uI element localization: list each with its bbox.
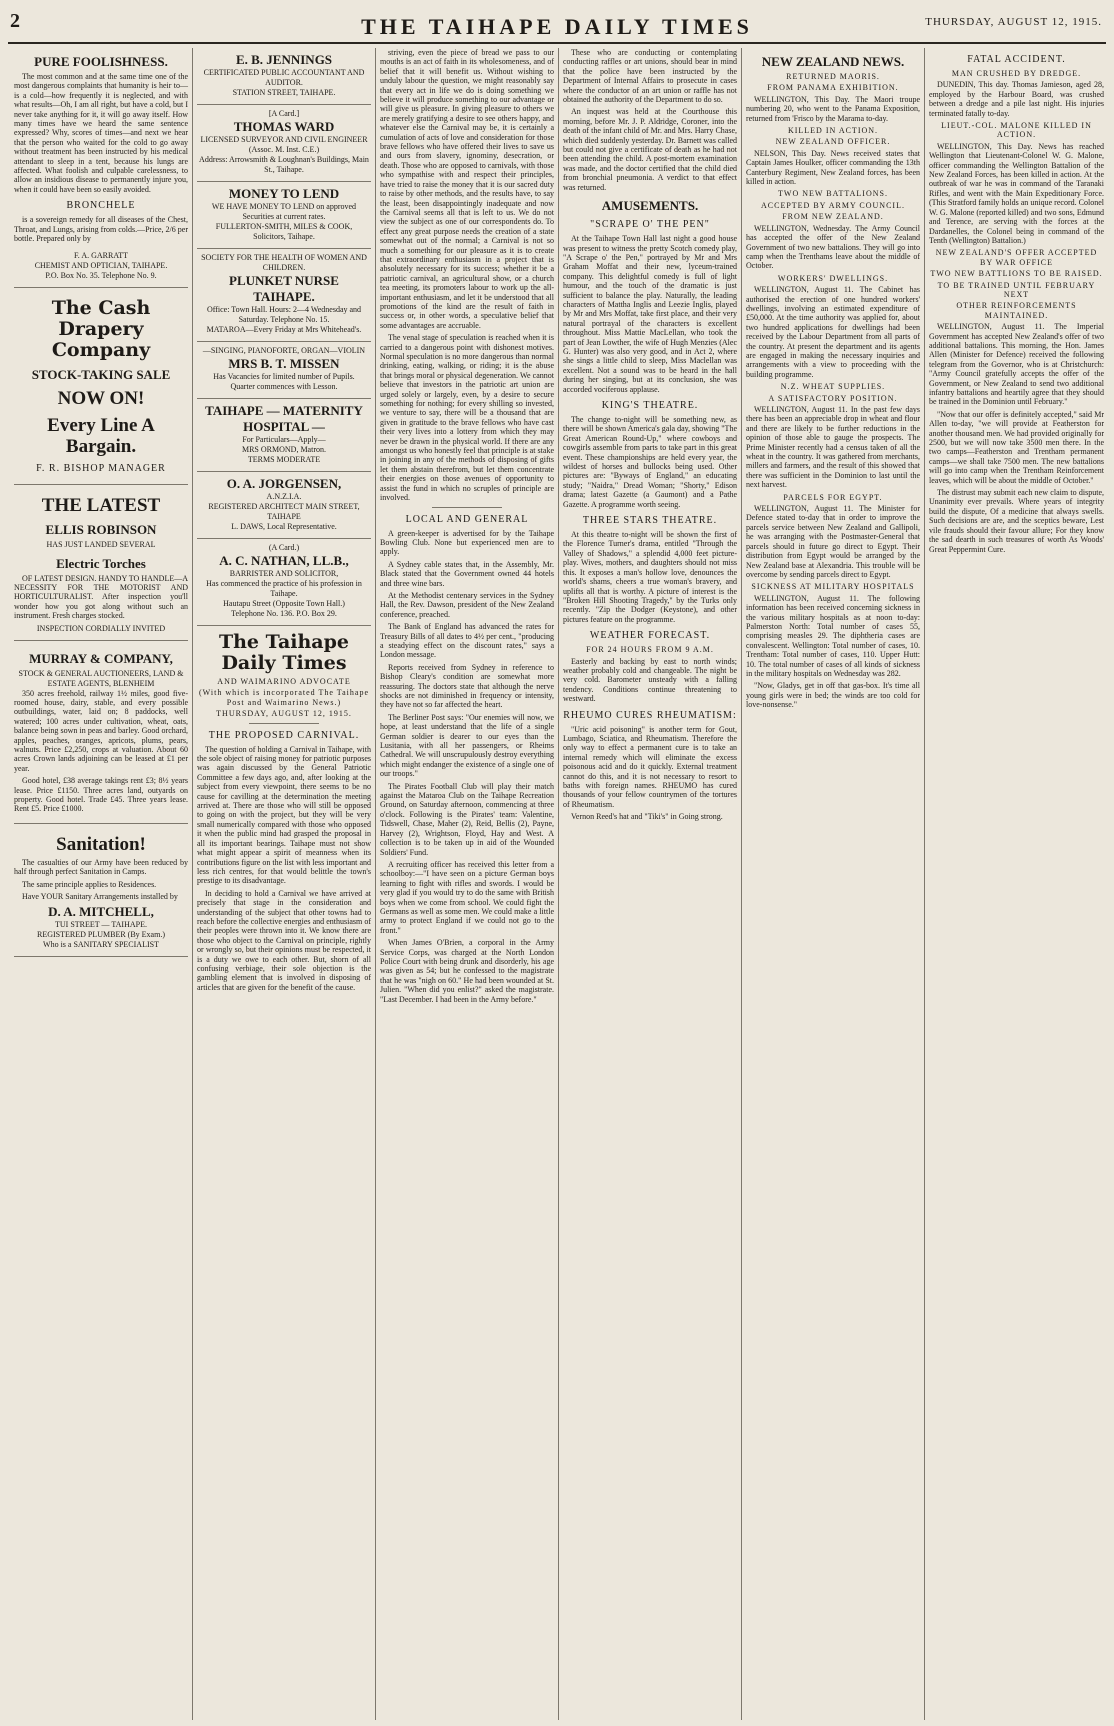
advert-name: O. A. JORGENSEN, [226, 476, 342, 491]
column-6 [925, 48, 1108, 1720]
advert-line: Office: Town Hall. Hours: 2—4 Wednesday and Saturday. Telephone No. 15. [206, 305, 362, 324]
news-item: An inquest was held at the Courthouse this morning, before Mr. J. P. Aldridge, Coroner, into the death of the infant child of Mr. and Mrs. Harry Chase, which died suddenly yesterday. Dr. Barnett was called but could not give a certificate of death as he had not been attending the child. A post-mortem examination was made, and the doctor certified that the child died from bronchial pneumonia. A verdict to that effect was returned. [563, 107, 737, 192]
advert-line: TUI STREET — TAIHAPE. [55, 920, 147, 930]
subhead: N.Z. WHEAT SUPPLIES. [780, 382, 886, 392]
advert-line: REGISTERED ARCHITECT MAIN STREET, TAIHAPE [208, 502, 360, 521]
subhead-weather: FOR 24 HOURS FROM 9 A.M. [586, 645, 714, 655]
advert-line: TERMS MODERATE [247, 455, 321, 464]
subhead: MAN CRUSHED BY DREDGE. [951, 69, 1082, 78]
advert-manager: F. R. BISHOP MANAGER [36, 462, 166, 474]
subhead: ACCEPTED BY ARMY COUNCIL. [761, 200, 905, 210]
advert-name: MRS B. T. MISSEN [228, 356, 340, 371]
issue-date: THURSDAY, AUGUST 12, 1915. [925, 16, 1102, 28]
advert-murray [14, 641, 188, 824]
advert-line: Address: Arrowsmith & Loughnan's Buildings, Main St., Taihape. [199, 155, 369, 174]
advert-line: MATAROA—Every Friday at Mrs Whitehead's. [206, 325, 362, 334]
paper-subtitle: AND WAIMARINO ADVOCATE [217, 677, 351, 686]
advert-paragraph: Have YOUR Sanitary Arrangements installed by [22, 892, 178, 902]
news-item: The Berliner Post says: "Our enemies will now, we hope, at least understand that the life of a single German soldier is dearer to our eyes than the Lusitania, with all her passengers, or Rheims Cathedral. We will unscrupulously destroy everything which might endanger the existence of a single one of our troops." [380, 712, 554, 779]
headline-nz-news: NEW ZEALAND NEWS. [761, 54, 905, 69]
paper-date: THURSDAY, AUGUST 12, 1915. [216, 709, 352, 719]
subhead: OTHER REINFORCEMENTS MAINTAINED. [956, 301, 1077, 320]
headline-local-general: LOCAL AND GENERAL [405, 513, 529, 525]
advert-line: A.N.Z.I.A. [266, 492, 302, 501]
news-item: When James O'Brien, a corporal in the Army Service Corps, was charged at the North London Police Court with being drunk and disorderly, his age was given as 54; but he confessed to the magistrate that he was "nigh on 60." He had been wounded at St. Julien. "When did you enlist?" asked the magistrate. "Last December. I had been in the Army before." [380, 938, 554, 1004]
divider [249, 723, 319, 724]
advert-headline: MONEY TO LEND [228, 186, 340, 201]
advert-headline: MURRAY & COMPANY, [29, 650, 173, 666]
advert-line: (Assoc. M. Inst. C.E.) [248, 145, 320, 154]
advert-line: L. DAWS, Local Representative. [231, 522, 337, 531]
advert-paragraph: OF LATEST DESIGN. HANDY TO HANDLE—A NECESSITY FOR THE MOTORIST AND HORTICULTURALIST. After inspection you'll wonder how you got along without such an instrument. Fresh charges stocked. [14, 573, 188, 621]
news-item: WELLINGTON, August 11. In the past few days there has been an appreciable drop in wheat and flour and there are likely to be further reductions in the opinion of those able to gauge the prospects. The Prime Minister recently had a census taken of all the wheat in the country. It was gathered from merchants, millers and farmers, and the result of this showed that there was sufficient in the Dominion to last until the next harvest. [746, 405, 920, 490]
news-item: WELLINGTON, Wednesday. The Army Council has accepted the offer of the New Zealand Government of two new battalions. They will go into camp when the Trenthams leave about the middle of October. [746, 223, 920, 271]
advert-line: STOCK & GENERAL AUCTIONEERS, LAND & ESTATE AGENTS, BLENHEIM [18, 668, 184, 688]
news-item: WELLINGTON, August 11. The Minister for Defence stated to-day that in order to improve the parcels service between New Zealand and Gallipoli, he was arranging with the Postmaster-General that parcels should in future go direct to Egypt. Their distribution from Egypt would be arranged by the New Zealand base at Alexandria. This trouble will be overcome by sending parcels direct to Egypt. [746, 504, 920, 579]
advert-line: STATION STREET, TAIHAPE. [232, 88, 336, 97]
advert-line: Has Vacancies for limited number of Pupils. [213, 372, 355, 381]
advert-line: CERTIFICATED PUBLIC ACCOUNTANT AND AUDITOR. [203, 68, 365, 87]
article-paragraph: At this theatre to-night will be shown the first of the Florence Turner's drama, entitled "Through the Valley of Shadows," a splendid 4,000 feet picture-play. Wives, mothers, and daughters should not miss this. It exposes a man's hollow love, denounces the world's shams, cheers a true woman's bravery, and uplifts all that is worthy. A picture of interest is the "Broken Hill Shooting Tragedy," by the Turks only recently. "Zip the Dodger (Keystone), and other pictures feature on the programme. [563, 530, 737, 624]
advert-garratt [14, 247, 188, 288]
page-number: 2 [10, 10, 20, 32]
news-item: A Sydney cable states that, in the Assembly, Mr. Black stated that the Government owned 44 hotels and three wine bars. [380, 559, 554, 588]
subhead: KILLED IN ACTION. [787, 126, 879, 136]
advert-line: Solicitors, Taihape. [253, 232, 315, 241]
advert-paragraph: "Now, Gladys, get in off that gas-box. It's time all young girls were in bed; the winds are too cold for love-nonsense." [746, 681, 920, 710]
advert-headline: NOW ON! [57, 387, 145, 409]
newspaper-title: THE TAIHAPE DAILY TIMES [361, 14, 753, 39]
article-paragraph: Easterly and backing by east to north winds; weather probably cold and changeable. The night be very cold. Barometer unsteady with a falling tendency. Conditions continue threatening to westward. [563, 656, 737, 704]
article-paragraph: The change to-night will be something new, as there will be shown America's gala day, showing "The Great American Round-Up," where cowboys and cowgirls assemble from parts to take part in this great event. These championships are held every year, the wildest of horses and bullocks being used. Other pictures are: "Byways of England," an educating study; "Naidra," Dread Woman; "Shorty," Edison drama; latest Gazette (a Gaumont) and a Pathe Gazette. A programme worth seeing. [563, 415, 737, 509]
advert-line: BARRISTER AND SOLICITOR, [229, 569, 339, 578]
subhead: LIEUT.-COL. MALONE KILLED IN ACTION. [941, 121, 1092, 140]
advert-line: INSPECTION CORDIALLY INVITED [36, 623, 166, 633]
headline-rheumo: RHEUMO CURES RHEUMATISM: [563, 709, 737, 721]
advert-line: WE HAVE MONEY TO LEND on approved Securities at current rates. [211, 202, 357, 221]
advert-headline: TAIHAPE — MATERNITY HOSPITAL — [205, 403, 363, 434]
advert-name: D. A. MITCHELL, [48, 904, 154, 920]
masthead [0, 0, 1114, 40]
advert-line: Hautapu Street (Opposite Town Hall.) [223, 599, 345, 608]
subhead-kings-theatre: KING'S THEATRE. [601, 400, 699, 411]
subhead-three-stars: THREE STARS THEATRE. [582, 515, 718, 527]
advert-headline: Electric Torches [56, 555, 146, 571]
news-item: NELSON, This Day. News received states that Captain James Houlker, officer commanding the 13th Canterbury Regiment, New Zealand forces, has been killed in action. [746, 148, 920, 187]
subhead: FROM NEW ZEALAND. [782, 212, 884, 222]
news-item: WELLINGTON, August 11. The Cabinet has authorised the erection of one hundred workers' dwellings, involving an estimated expenditure of £50,000. At the time authority was applied for, about two hundred applications for dwellings had been received by the Labour Department from all parts of the country. At present the department and its agents are engaged in making the necessary inquiries and arrangements with a view to proceeding with the building programme. [746, 285, 920, 379]
editorial-paragraph: In deciding to hold a Carnival we have arrived at precisely that stage in the consideration and understanding of the subject that other towns had to reach before the collective energies and enthusiasm of their peoples were thrown into it. We know there are those who object to the Carnival on principle, rightly or wrongly so, but their opinions must be respected, it is a duty we owe to each other. But, shorn of all confusing verbiage, their sole objection is the gambling element that is involved in disposing of articles that are given for the benefit of the cause. [197, 888, 371, 992]
advert-line: Has commenced the practice of his profession in Taihape. [206, 579, 362, 598]
editorial-paragraph: The venal stage of speculation is reached when it is carried to a dangerous point with dishonest motives. Normal speculation is no more dangerous than normal drinking, eating, walking, or riding; it is the abuse that brings moral or physical degeneration. We cannot believe that investors in the patriotic art union are urged solely or largely, even, by a desire to secure something for nothing; for every shilling so invested, we venture to say, there will be a thousand that are given in gratitude to the brave fellows who have cast their very lives into a lottery from which they may never be drawn in the physical world. If there are any amongst us who honestly feel that principle is at stake in joining in any of the methods of disposing of gifts let them abstain therefrom, but let them concentrate their energies on those avenues of opportunity to assist the fund in which no scruples of principle are involved. [380, 333, 554, 503]
headline-proposed-carnival: THE PROPOSED CARNIVAL. [208, 729, 360, 741]
advert-line: REGISTERED PLUMBER (By Exam.) [37, 930, 165, 940]
news-item: Reports received from Sydney in reference to Bishop Cleary's condition are somewhat more reassuring. The doctors state that although the nerve shocks are not diminished in frequency or intensity, they have not so far affected the heart. [380, 662, 554, 710]
subhead: PARCELS FOR EGYPT. [783, 492, 883, 502]
advert-jennings [197, 48, 371, 105]
editorial-paragraph: The question of holding a Carnival in Taihape, with the sole object of raising money for patriotic purposes was again discussed by the General Patriotic Committee a few days ago, and, after looking at the subject from every viewpoint, there seems to be no cause for cavilling at the determination the meeting arrived at. There are those who will still be opposed to going on with the project, but they will be very small numerically compared with those who opposed it when the public mind had grasped the proposal in all its important bearings. Taihape must not show what might appear a spirit of meanness when its contributions figure on the list with less important and less rich centres, for that would belittle the town's prestige to its disadvantage. [197, 744, 371, 886]
paper-incorporation: (With which is incorporated The Taihape Post and Waimarino News.) [198, 688, 369, 707]
advert-paragraph: "Uric acid poisoning" is another term for Gout, Lumbago, Sciatica, and Rheumatism. Therefore the only way to effect a permanent cure is to take an internal remedy which will eliminate the excess poisonous acid and do it quickly. External treatment cannot do this, and it is not necessary to resort to baths with foreign names. RHEUMO has cured thousands of your fellow countrymen of the tortures of Rheumatism. [563, 724, 737, 809]
advert-line: For Particulars—Apply— [242, 435, 326, 444]
advert-cash-drapery [14, 288, 188, 485]
advert-line: Quarter commences with Lesson. [230, 382, 338, 391]
column-1 [10, 48, 193, 1720]
advert-nathan [197, 539, 371, 626]
product-name: BRONCHELE [66, 200, 136, 212]
advert-headline: PLUNKET NURSE TAIHAPE. [229, 273, 339, 304]
advert-headline: Sanitation! [56, 833, 146, 855]
subhead: RETURNED MAORIS. [786, 72, 880, 81]
advert-line: Telephone No. 136. P.O. Box 29. [231, 609, 337, 618]
advert-jorgensen [197, 472, 371, 539]
advert-headline: ELLIS ROBINSON [45, 521, 157, 537]
news-item: The Bank of England has advanced the rates for Treasury Bills of all dates to 4½ per cent., "producing a steadying effect on the discount rates," says a London message. [380, 622, 554, 660]
advert-headline: THE LATEST [41, 494, 161, 516]
headline-pure-foolishness: PURE FOOLISHNESS. [34, 54, 168, 69]
subhead-scrape-o-the-pen: "SCRAPE O' THE PEN" [590, 219, 710, 231]
headline-fatal-accident: FATAL ACCIDENT. [967, 54, 1066, 65]
advert-sanitation [14, 824, 188, 958]
advert-plunket [197, 249, 371, 342]
advert-paragraph: 350 acres freehold, railway 1½ miles, good five-roomed house, dairy, stable, and every possible outbuildings, water, laid on; 8 paddocks, well watered; 100 acres under cultivation, wheat, oats, balance being sown in peas and barley. Good orchard, apples, peaches, oranges, apricots, plums, pears, walnuts. Price £2,250, crops at valuation. About 60 acres Crown lands adjoining can be leased at £1 per year. [14, 688, 188, 773]
advert-headline: —SINGING, PIANOFORTE, ORGAN—VIOLIN [202, 346, 366, 355]
advert-name: A. C. NATHAN, LL.B., [219, 553, 349, 568]
masthead-rule [8, 42, 1106, 44]
column-4 [559, 48, 742, 1720]
headline-weather: WEATHER FORECAST. [589, 630, 711, 642]
advert-headline: The Cash Drapery Company [51, 296, 151, 361]
advert-line: P.O. Box No. 35. Telephone No. 9. [45, 270, 157, 280]
article-paragraph: is a sovereign remedy for all diseases of the Chest, Throat, and Lungs, arising from colds.—Price, 2/6 per bottle. Prepared only by [14, 215, 188, 244]
headline-amusements: AMUSEMENTS. [601, 198, 699, 214]
news-item: DUNEDIN, This day. Thomas Jamieson, aged 28, employed by the Harbour Board, was crushed between a dredge and a pile last night. His injuries terminated fatally to-day. [929, 80, 1104, 118]
advert-headline: STOCK-TAKING SALE [31, 366, 171, 382]
news-item: WELLINGTON, This Day. News has reached Wellington that Lieutenant-Colonel W. G. Malone, officer commanding the Wellington Battalion of the New Zealand Forces, has been killed in action. At the outbreak of war he was in command of the Taranaki Rifles, and went with the Main Expeditionary Force. (This Stratford family holds an unique record. Colonel W. G. Malone (reported killed) and two sons, Edmund and Terence, are serving with the forces at the Dardanelles, the Colonel being in command of the Tenth (Wellington) Battalion.) [929, 141, 1104, 245]
advert-paragraph: The same principle applies to Residences. [22, 879, 157, 889]
advert-headline: Every Line A Bargain. [47, 414, 155, 457]
news-item: At the Methodist centenary services in the Sydney Hall, the Rev. Dawson, president of the New Zealand conference, preached. [380, 590, 554, 619]
advert-line: FULLERTON-SMITH, MILES & COOK, [215, 222, 353, 231]
advert-name: E. B. JENNINGS [235, 52, 333, 67]
subhead: WORKERS' DWELLINGS. [777, 273, 889, 283]
news-item: WELLINGTON, August 11. The Imperial Government has accepted New Zealand's offer of two additional battalions. This morning, the Hon. James Allen (Minister for Defence) received the following telegram from the Governor, who is at Christchurch: "Army Council gratefully accepts the offer of the Government, or New Zealand to send two additional infantry battalions and heartily agree that they should be trained in the Dominion until February." [929, 322, 1104, 407]
advert-missen [197, 342, 371, 399]
subhead: TO BE TRAINED UNTIL FEBRUARY NEXT [937, 280, 1096, 299]
article-paragraph: At the Taihape Town Hall last night a good house was present to witness the pretty Scotch comedy play, "A Scrape o' the Pen," portrayed by Mr and Mrs Graham Moffat and their new, lyceum-trained company. This delightful comedy is full of light humour, and the touch of the dramatic is just sufficient to balance the play. Naturally, the leading characters of Mattha Inglis and Leezie Inglis, played by Mr and Mrs Moffat, take first place, and their very natural portrayal of the characters is excellent throughout. Miss Mattie MacLellan, who took the part of Jean Lowther, the wife of Hugh Menzies (Alec G. Hunter) was also very good, and in Act 2, where she sings a little child to sleep, Miss Maclellan was excellent. Not a sound was to be heard in the hall during her singing, but at its conclusion, she was accorded vociferous applause. [563, 234, 737, 394]
advert-paragraph: The casualties of our Army have been reduced by half through perfect Sanitation in Camps. [14, 857, 188, 877]
columns [10, 48, 1108, 1720]
column-3 [376, 48, 559, 1720]
advert-line: Who is a SANITARY SPECIALIST [43, 940, 159, 950]
divider [432, 507, 502, 508]
editorial-paragraph: striving, even the piece of bread we pass to our mouths is an act of faith in its wholesomeness, and of belief that it will benefit us. Without wishing to unduly labour the question, we might reasonably say that every act in life we do is doing something we believe it will produce something to our advantage or will give us pleasure. In giving pleasure to others we are merely gratifying a desire to see others happy, and whatever else the Carnival may be, it is certainly a cumulation of acts of love and consideration for those brave fellows who have offered their lives to save us and ours from slavery, ignominy, desecration, or death. Those who are opposed to carnivals, with those who sympathise with and respect their principles, have tried to raise the money that it is our sacred duty to raise by other methods, and the results have, to say the least, been disappointingly inadequate and now the Carnival seems all that is left to us. We do not view the subject as one of our correspondents do. To effect any great purpose needs the creation of a state somewhat out of the normal; a Carnival is not so much a something for our pleasure as it is to create that extraordinary enthusiasm in a project that is absolutely necessary for its success; whether it be a patriotic carnival, an agricultural show, or a church tea meeting, its promoters labour to work up the all-important enthusiasm, and let it be understood that all promotions of the kind are the result of faith in success or, in other words, a speculative belief that some advantages are accruable. [380, 48, 554, 330]
news-item: "Now that our offer is definitely accepted," said Mr Allen to-day, "we will provide at Featherston for another thousand men. We had provided originally for 2500, but we will now take 3500 men there. In the two camps—Featherston and Trentham permanent camps—we shall take 7500 men. The new battalions will go into camp when the Trentham Reinforcement leaves, which will be about the middle of October." [929, 409, 1104, 485]
advert-maternity [197, 399, 371, 472]
subhead: TWO NEW BATTLIONS TO BE RAISED. [930, 269, 1103, 279]
advert-line: CHEMIST AND OPTICIAN, TAIHAPE. [34, 260, 168, 270]
advert-paragraph: Good hotel, £38 average takings rent £3; 8½ years lease. Price £1150. Three acres land, outyards on property. Good hotel. Trade £45. Three years lease. Rent £5. Price £1000. [14, 776, 188, 814]
advert-card: [A Card.] [268, 109, 300, 118]
news-item: WELLINGTON, August 11. The following information has been received concerning sickness in the various military hospitals as at noon to-day: Palmerston North: Total number of cases 55, comprising measles 29. The diphtheria cases are convalescent. Wellington: Total number of cases, 10. Trentham: Total number of cases, 110. Upper Hutt: 10. The total number of cases of all kinds of sickness in the military hospitals on Wednesday was 282. [746, 593, 920, 678]
advert-paragraph: Vernon Reed's hat and "Tiki's" in Going strong. [571, 812, 723, 822]
advert-name: THOMAS WARD [233, 119, 335, 134]
news-item: These who are conducting or contemplating conducting raffles or art unions, should bear in mind that the police have been instructed by the Department of Internal Affairs to prosecute in cases where the conductor of an art union or raffle has not obtained the authority of the Department to do so. [563, 48, 737, 105]
subhead: FROM PANAMA EXHIBITION. [767, 83, 899, 93]
advert-line: HAS JUST LANDED SEVERAL [46, 539, 156, 549]
news-item: A green-keeper is advertised for by the Taihape Bowling Club. None but experienced men are to apply. [380, 528, 554, 557]
advert-headline: SOCIETY FOR THE HEALTH OF WOMEN AND CHILDREN. [201, 253, 367, 272]
advert-line: MRS ORMOND, Matron. [241, 445, 326, 454]
advert-money-to-lend [197, 182, 371, 249]
subhead: TWO NEW BATTALIONS. [778, 189, 888, 199]
advert-ellis-robinson [14, 485, 188, 641]
advert-ward [197, 105, 371, 182]
subhead: SICKNESS AT MILITARY HOSPITALS [751, 582, 915, 592]
article-paragraph: The most common and at the same time one of the most dangerous complaints that humanity is heir to—is a cold—how frequently it is neglected, and with what results—Oh, I am all right, but have a cold, but I never take anything for it, it will go away itself. How many times have we heard the same sentence expressed? Why, scores of times—and next we hear that the person who waited for the cold to go away without treatment has been instructed by his medical attendant to sleep in a tent, because his lungs are affected. What foolish and culpable carelessness, to allow an insidious disease to permanently injure you, when it could have been so easily avoided. [14, 72, 188, 194]
advert-name: F. A. GARRATT [73, 250, 129, 260]
subhead: A SATISFACTORY POSITION. [768, 393, 898, 403]
paper-nameplate: The Taihape Daily Times [218, 631, 349, 674]
news-item: The Pirates Football Club will play their match against the Mataroa Club on the Taihape Recreation Ground, on Saturday afternoon, commencing at three o'clock. Following is the Pirates' team: Valentine, Tidswell, Chase, Maher (2), Reid, Bellis (2), Payne, Harvey (2), Wrightson, Floyd, Hay and West. A collection is to be taken up in aid of the Wounded Soldiers' Fund. [380, 781, 554, 857]
advert-verse: The distrust may submit each new claim to dispute, Unanimity ever prevails. Where years of integrity build the dispute, Of a medicine that always swells. Such decisions are are, and the sceptics beware, Lest vile frauds should their favour allure; For they know the sad dearth in such treasures of worth As Woods' Great Peppermint Cure. [929, 488, 1104, 554]
news-item: A recruiting officer has received this letter from a schoolboy:—"I have seen on a picture German boys learning to fight with rifles and swords. I would be very glad if you would try to do the same with British boys when we come from school. We could fight the Germans as well as some men. We could make a little army to protect England if we could not go to the front." [380, 859, 554, 935]
column-5 [742, 48, 925, 1720]
column-2 [193, 48, 376, 1720]
subhead: NEW ZEALAND OFFICER. [775, 137, 891, 147]
advert-line: LICENSED SURVEYOR AND CIVIL ENGINEER [200, 135, 368, 144]
news-item: WELLINGTON, This Day. The Maori troupe numbering 20, who went to the Panama Exposition, returned from 'Frisco by the Marama to-day. [746, 94, 920, 123]
subhead: NEW ZEALAND'S OFFER ACCEPTED BY WAR OFFICE [935, 248, 1098, 267]
advert-card: (A Card.) [268, 543, 300, 552]
